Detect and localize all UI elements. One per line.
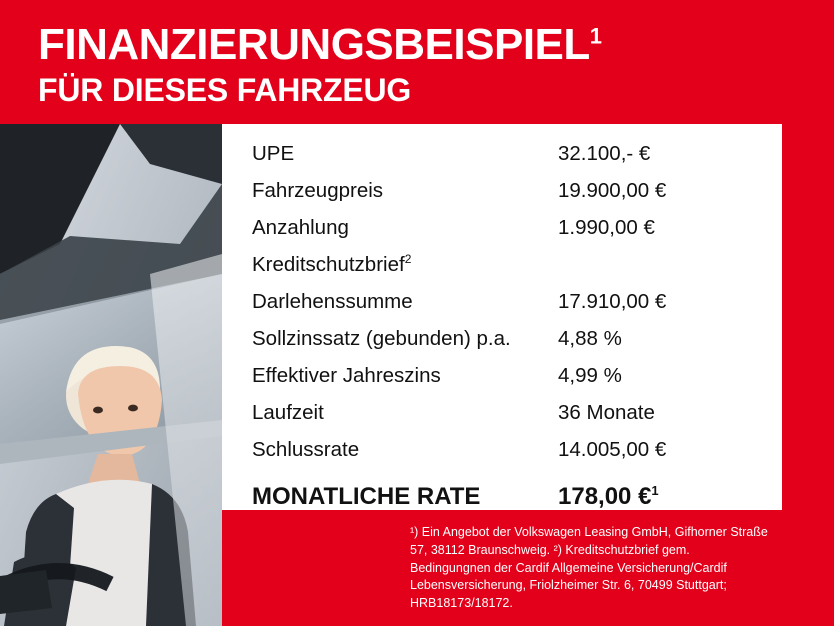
row-label-superscript: 2 — [404, 252, 412, 267]
poster-title-text: FINANZIERUNGSBEISPIEL — [38, 20, 590, 69]
row-label-text: Kreditschutzbrief — [252, 253, 405, 276]
footnote-text: ¹) Ein Angebot der Volkswagen Leasing GmbH, Gifhorner Straße 57, 38112 Braunschweig. ²) Kreditschutzbrief gem. Bedingungnen der Cardif Allgemeine Versicherung/Cardif Lebensversicherung, Friolzheimer Str. 6, 70499 Stuttgart; HRB18173/18172. — [410, 525, 768, 610]
row-label: UPE — [252, 142, 295, 165]
poster-title-superscript: 1 — [589, 23, 602, 49]
row-value: 17.910,00 € — [558, 290, 667, 313]
poster-title — [38, 22, 834, 68]
table-row — [252, 290, 760, 327]
finance-rows — [222, 142, 782, 519]
row-label: Darlehenssumme — [252, 290, 413, 313]
row-value: 14.005,00 € — [558, 438, 667, 461]
row-label — [252, 253, 558, 277]
table-row — [252, 142, 760, 179]
row-value: 1.990,00 € — [558, 216, 655, 239]
row-label: Fahrzeugpreis — [252, 179, 384, 202]
table-row — [252, 253, 760, 290]
poster-body — [0, 124, 834, 626]
row-label: Schlussrate — [252, 438, 360, 461]
poster-subtitle: FÜR DIESES FAHRZEUG — [38, 72, 412, 109]
vehicle-photo — [0, 124, 222, 626]
row-value: 19.900,00 € — [558, 179, 667, 202]
row-label: Anzahlung — [252, 216, 349, 239]
monthly-rate-superscript: 1 — [651, 483, 659, 498]
table-row — [252, 364, 760, 401]
table-row — [252, 327, 760, 364]
row-label: Laufzeit — [252, 401, 324, 424]
row-label: Sollzinssatz (gebunden) p.a. — [252, 327, 511, 350]
table-row — [252, 216, 760, 253]
row-value: 4,99 % — [558, 364, 622, 387]
monthly-rate-value — [558, 483, 659, 511]
monthly-rate-label: MONATLICHE RATE — [252, 483, 481, 510]
monthly-rate-amount: 178,00 € — [558, 483, 652, 510]
row-label: Effektiver Jahreszins — [252, 364, 441, 387]
table-row — [252, 179, 760, 216]
row-value: 36 Monate — [558, 401, 655, 424]
row-value: 4,88 % — [558, 327, 622, 350]
table-row — [252, 401, 760, 438]
row-value: 32.100,- € — [558, 142, 651, 165]
poster-header — [0, 0, 834, 109]
photo-illustration — [0, 124, 222, 626]
monthly-rate-row — [252, 475, 760, 519]
footnote — [410, 524, 770, 613]
finance-table-panel — [222, 124, 782, 510]
table-row — [252, 438, 760, 475]
